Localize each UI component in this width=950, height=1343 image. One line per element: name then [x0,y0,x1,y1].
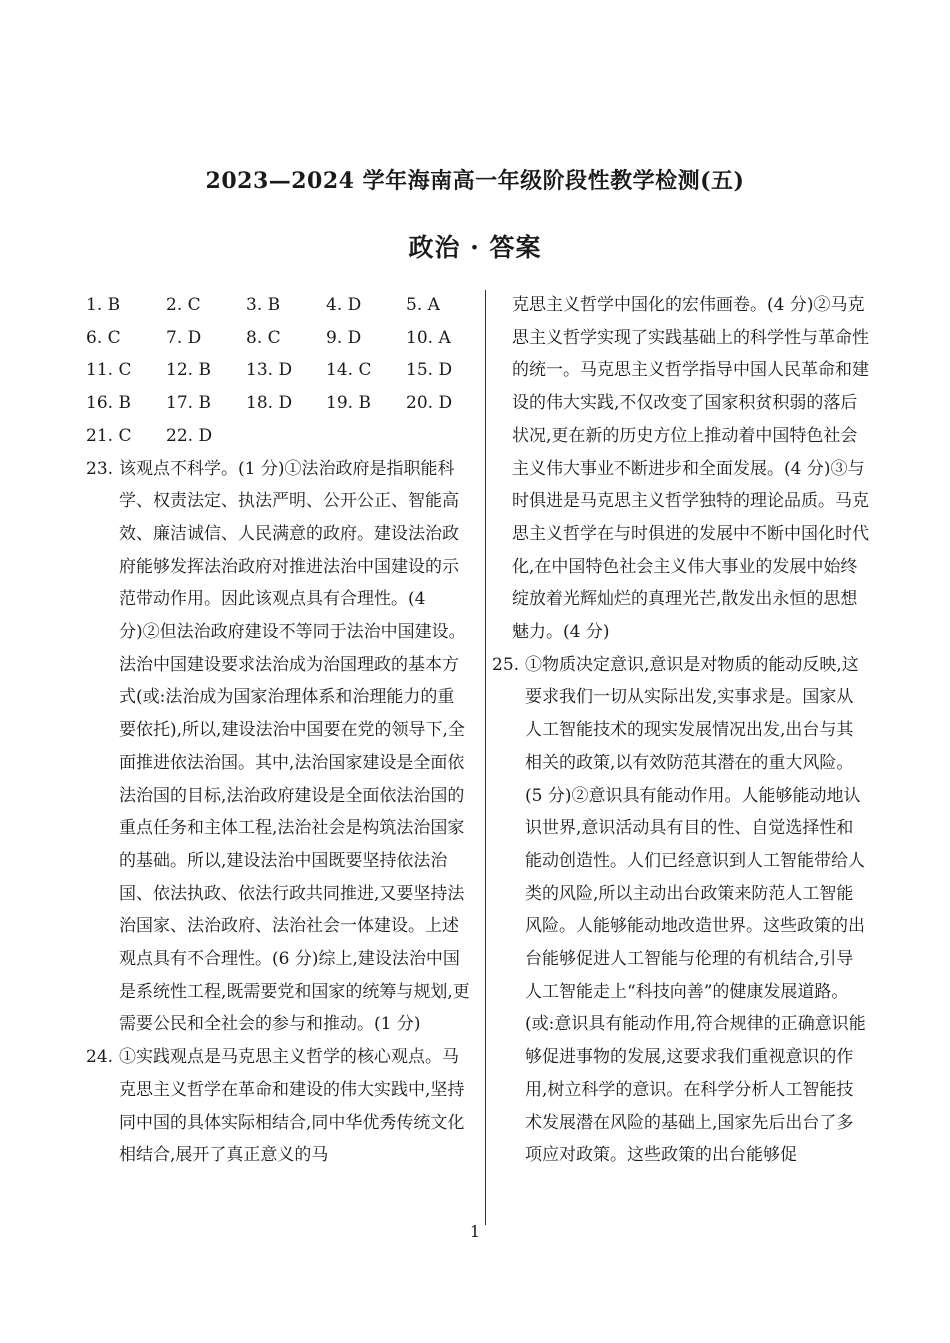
choice-answer: 13. D [246,360,293,381]
answer-text: 该观点不科学。(1 分)①法治政府是指职能科学、权责法定、执法严明、公开公正、智能高效、廉洁诚信、人民满意的政府。建设法治政府能够发挥法治政府对推进法治中国建设的示范带动作用。因此该观点具有合理性。(4 分)②但法治政府建设不等同于法治中国建设。法治中国建设要求法治成为治国理政的基本方式(或:法治成为国家治理体系和治理能力的重要依托),所以,建设法治中国要在党的领导下,全面推进依法治国。其中,法治国家建设是全面依法治国的目标,法治政府建设是全面依法治国的重点任务和主体工程,法治社会是构筑法治国家的基础。所以,建设法治中国既要坚持依法治国、依法执政、依法行政共同推进,又要坚持法治国家、法治政府、法治社会一体建设。上述观点具有不合理性。(6 分)综上,建设法治中国是系统性工程,既需要党和国家的统筹与规划,更需要公民和全社会的参与和推动。(1 分) [119,458,470,1035]
choice-answer: 8. C [246,327,281,348]
column-divider [485,290,486,1225]
choice-answer: 17. B [166,393,211,414]
choice-answer: 15. D [406,360,453,381]
left-column [86,289,471,1172]
choice-answer: 7. D [166,327,202,348]
choice-answer: 20. D [406,393,453,414]
choice-answer: 16. B [86,393,131,414]
page-title: 2023—2024 学年海南高一年级阶段性教学检测(五) [205,168,745,194]
choice-answer: 12. B [166,360,211,381]
page-number: 1 [469,1222,481,1241]
answer-24-continued: 克思主义哲学中国化的宏伟画卷。(4 分)②马克思主义哲学实现了实践基础上的科学性与革命性的统一。马克思主义哲学指导中国人民革命和建设的伟大实践,不仅改变了国家积贫积弱的落后状况,更在新的历史方位上推动着中国特色社会主义伟大事业不断进步和全面发展。(4 分)③与时俱进是马克思主义哲学独特的理论品质。马克思主义哲学在与时俱进的发展中不断中国化时代化,在中国特色社会主义伟大事业的发展中始终绽放着光辉灿烂的真理光芒,散发出永恒的思想魅力。(4 分) [512,295,869,643]
answer-25 [492,649,870,1172]
choice-answer: 14. C [326,360,372,381]
choice-answer: 22. D [166,425,213,446]
choice-answer: 21. C [86,425,132,446]
answer-23 [86,453,471,1042]
choice-answer: 11. C [86,360,132,381]
choice-answer: 4. D [326,295,362,315]
choice-answer-grid [86,289,471,453]
choice-answer: 10. A [406,327,451,348]
choice-answer: 6. C [86,327,121,348]
choice-answer: 18. D [246,393,293,414]
choice-answer: 3. B [246,295,281,315]
right-column [492,289,870,1172]
choice-answer: 9. D [326,327,362,348]
choice-answer: 1. B [86,295,121,315]
question-number: 25. [492,654,520,675]
answer-24 [86,1041,471,1172]
question-number: 23. [86,458,114,479]
answer-text: ①实践观点是马克思主义哲学的核心观点。马克思主义哲学在革命和建设的伟大实践中,坚持同中国的具体实际相结合,同中华优秀传统文化相结合,展开了真正意义的马 [119,1047,465,1166]
question-number: 24. [86,1047,114,1068]
answer-text: ①物质决定意识,意识是对物质的能动反映,这要求我们一切从实际出发,实事求是。国家从人工智能技术的现实发展情况出发,出台与其相关的政策,以有效防范其潜在的重大风险。(5 分)②意识具有能动作用。人能够能动地认识世界,意识活动具有目的性、自觉选择性和能动创造性。人们已经意识到人工智能带给人类的风险,所以主动出台政策来防范人工智能风险。人能够能动地改造世界。这些政策的出台能够促进人工智能与伦理的有机结合,引导人工智能走上“科技向善”的健康发展道路。(或:意识具有能动作用,符合规律的正确意识能够促进事物的发展,这要求我们重视意识的作用,树立科学的意识。在科学分析人工智能技术发展潜在风险的基础上,国家先后出台了多项应对政策。这些政策的出台能够促 [525,654,866,1166]
choice-answer: 19. B [326,393,371,414]
choice-answer: 2. C [166,295,201,315]
choice-answer: 5. A [406,295,440,315]
page-subtitle: 政治 · 答案 [408,233,542,262]
